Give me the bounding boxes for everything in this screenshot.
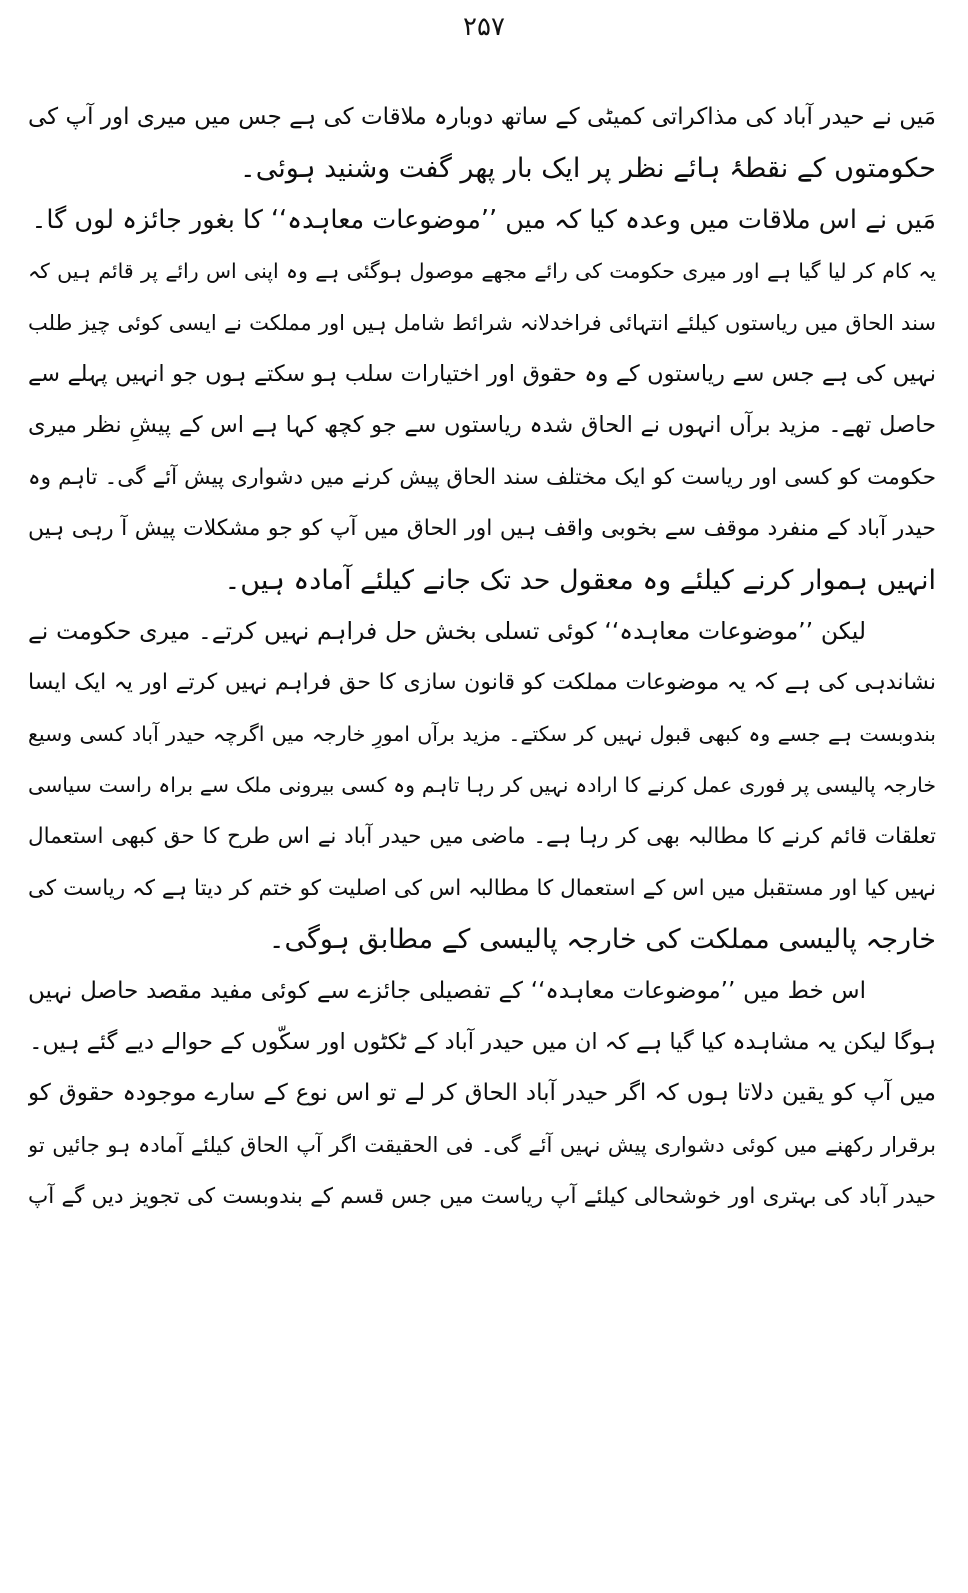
- text-line: لیکن ’’موضوعات معاہدہ‘‘ کوئی تسلی بخش حل فراہم نہیں کرتے۔ میری حکومت نے: [28, 616, 866, 645]
- text-line: برقرار رکھنے میں کوئی دشواری پیش نہیں آئے گی۔ فی الحقیقت اگر آپ الحاق کیلئے آمادہ ہو جائیں تو: [28, 1132, 936, 1157]
- text-line: مَیں نے حیدر آباد کی مذاکراتی کمیٹی کے ساتھ دوبارہ ملاقات کی ہے جس میں میری اور آپ کی: [28, 104, 936, 130]
- text-line: نشاندہی کی ہے کہ یہ موضوعات مملکت کو قانون سازی کا حق فراہم نہیں کرتے اور یہ ایک ایسا: [28, 670, 936, 696]
- text-line: حیدر آباد کے منفرد موقف سے بخوبی واقف ہیں اور الحاق میں آپ کو جو مشکلات پیش آ رہی ہیں: [28, 516, 936, 542]
- text-line: خارجہ پالیسی مملکت کی خارجہ پالیسی کے مطابق ہوگی۔: [268, 924, 936, 956]
- text-line: ہوگا لیکن یہ مشاہدہ کیا گیا ہے کہ ان میں حیدر آباد کے ٹکٹوں اور سکّوں کے حوالے دیے گئے ہیں۔: [29, 1029, 936, 1056]
- text-line: خارجہ پالیسی پر فوری عمل کرنے کا ارادہ نہیں کر رہا تاہم وہ کسی بیرونی ملک سے براہ راست سیاسی: [28, 773, 936, 798]
- text-line: اس خط میں ’’موضوعات معاہدہ‘‘ کے تفصیلی جائزے سے کوئی مفید مقصد حاصل نہیں: [28, 977, 866, 1004]
- text-line: حکومت کو کسی اور ریاست کو ایک مختلف سند الحاق پیش کرنے میں دشواری پیش آئے گی۔ تاہم وہ: [28, 464, 936, 490]
- text-line: انہیں ہموار کرنے کیلئے وہ معقول حد تک جانے کیلئے آمادہ ہیں۔: [224, 564, 936, 596]
- page-number: ۲۵۷: [463, 12, 505, 42]
- text-line: میں آپ کو یقین دلاتا ہوں کہ اگر حیدر آباد الحاق کر لے تو اس نوع کے سارے موجودہ حقوق کو: [28, 1080, 936, 1107]
- text-line: حاصل تھے۔ مزید برآں انہوں نے الحاق شدہ ریاستوں سے جو کچھ کہا ہے اس کے پیشِ نظر میری: [28, 412, 936, 439]
- letter-body: [28, 92, 936, 1223]
- text-line: یہ کام کر لیا گیا ہے اور میری حکومت کی رائے مجھے موصول ہوگئی ہے وہ اپنی اس رائے پر قائم ہیں کہ: [28, 259, 936, 284]
- text-line: تعلقات قائم کرنے کا مطالبہ بھی کر رہا ہے۔ ماضی میں حیدر آباد نے اس طرح کا حق کبھی استعمال: [28, 824, 936, 850]
- text-line: نہیں کی ہے جس سے ریاستوں کے وہ حقوق اور اختیارات سلب ہو سکتے ہوں جو انہیں پہلے سے: [28, 360, 936, 387]
- text-line: بندوبست ہے جسے وہ کبھی قبول نہیں کر سکتے۔ مزید برآں امورِ خارجہ میں اگرچہ حیدر آباد کسی وسیع: [28, 721, 936, 746]
- text-line: سند الحاق میں ریاستوں کیلئے انتہائی فراخدلانہ شرائط شامل ہیں اور مملکت نے ایسی کوئی چیز طلب: [28, 310, 936, 335]
- text-line: حیدر آباد کی بہتری اور خوشحالی کیلئے آپ ریاست میں جس قسم کے بندوبست کی تجویز دیں گے آپ: [28, 1184, 936, 1210]
- text-line: حکومتوں کے نقطۂ ہائے نظر پر ایک بار پھر گفت وشنید ہوئی۔: [239, 153, 936, 185]
- text-line: مَیں نے اس ملاقات میں وعدہ کیا کہ میں ’’موضوعات معاہدہ‘‘ کا بغور جائزہ لوں گا۔: [31, 204, 936, 235]
- text-line: نہیں کیا اور مستقبل میں اس کے استعمال کا مطالبہ اس کی اصلیت کو ختم کر دیتا ہے کہ ریاست کی: [28, 875, 936, 901]
